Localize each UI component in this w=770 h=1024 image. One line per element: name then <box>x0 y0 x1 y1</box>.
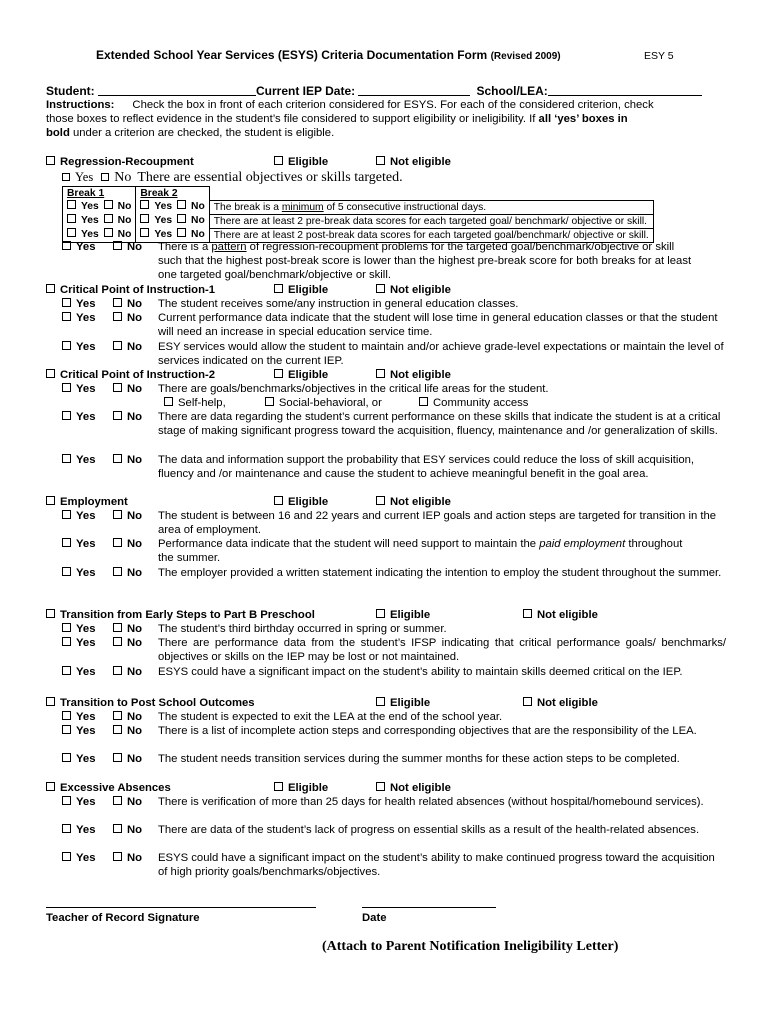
cpi1-eligible-checkbox[interactable] <box>274 284 283 293</box>
cpi1-3-no-checkbox[interactable] <box>113 341 122 350</box>
revised-note: (Revised 2009) <box>490 51 561 62</box>
date-label: Date <box>362 912 387 924</box>
essential-objectives-row <box>62 170 403 185</box>
break1-row1-yes-checkbox[interactable] <box>67 200 76 209</box>
early-steps-item-1-text: The student’s third birthday occurred in spring or summer. <box>158 623 447 635</box>
essential-objectives-text: There are essential objectives or skills targeted. <box>137 170 403 185</box>
break2-row3-yes-checkbox[interactable] <box>140 228 149 237</box>
school-field[interactable] <box>548 95 702 96</box>
cpi2-item-3-text: The data and information support the probability that ESY services could reduce the loss of skill acquisition, fluency and /or maintenance and cause the student to achieve meaningful benefit in the goal area. <box>158 454 695 480</box>
cpi1-3-yes-checkbox[interactable] <box>62 341 71 350</box>
instructions <box>46 98 716 140</box>
cpi1-item-1-text: The student receives some/any instruction in general education classes. <box>158 298 519 310</box>
post-school-checkbox[interactable] <box>46 697 55 706</box>
break1-row2-yes-checkbox[interactable] <box>67 214 76 223</box>
community-access-checkbox[interactable] <box>419 397 428 406</box>
absences-item-1-text: There is verification of more than 25 days for health related absences (without hospital/homebound services). <box>158 796 704 808</box>
cpi2-item-2-text: There are data regarding the student’s current performance on these skills that indicate the student is at a critical stage of making significant progress toward the acquisition, fluency, maintenance and /or generalization of skills. <box>158 411 721 437</box>
break1-row2-no-checkbox[interactable] <box>104 214 113 223</box>
break2-row2-yes-checkbox[interactable] <box>140 214 149 223</box>
absences-item-2-text: There are data of the student’s lack of progress on essential skills as a result of the health-related absences. <box>158 824 700 836</box>
break-row: Yes No Yes No The break is a minimum of 5 consecutive instructional days. <box>63 200 654 214</box>
post-school-2-yes-checkbox[interactable] <box>62 725 71 734</box>
essential-no-checkbox[interactable] <box>101 173 109 181</box>
post-school-1-no-checkbox[interactable] <box>113 711 122 720</box>
signature-label: Teacher of Record Signature <box>46 912 200 924</box>
pattern-yes-checkbox[interactable] <box>62 241 71 250</box>
break-row3-text: There are at least 2 post-break data scores for each targeted goal/benchmark/ objective or skill. <box>209 228 653 242</box>
employment-1-no-checkbox[interactable] <box>113 510 122 519</box>
break-row1-tail: of 5 consecutive instructional days. <box>323 201 487 213</box>
cpi2-item-1-text: There are goals/benchmarks/objectives in the critical life areas for the student. <box>158 383 549 395</box>
early-steps-1-yes-checkbox[interactable] <box>62 623 71 632</box>
cpi1-2-yes-checkbox[interactable] <box>62 312 71 321</box>
yes-label: Yes <box>75 170 94 184</box>
post-school-3-no-checkbox[interactable] <box>113 753 122 762</box>
post-school-2-no-checkbox[interactable] <box>113 725 122 734</box>
early-steps-item-2-text: There are performance data from the student’s IFSP indicating that critical performance goals/ benchmarks/ objectives or skills on the IEP may be lost or not maintained. <box>158 637 726 663</box>
cpi2-3-no-checkbox[interactable] <box>113 454 122 463</box>
employment-1-yes-checkbox[interactable] <box>62 510 71 519</box>
break2-header: Break 2 <box>136 187 209 201</box>
early-steps-1-no-checkbox[interactable] <box>113 623 122 632</box>
student-field[interactable] <box>98 95 256 96</box>
form-code: ESY 5 <box>644 50 674 62</box>
regression-not-eligible-checkbox[interactable] <box>376 156 385 165</box>
no-label: No <box>114 170 132 185</box>
absences-3-no-checkbox[interactable] <box>113 852 122 861</box>
minimum-word: minimum <box>281 201 324 213</box>
early-steps-checkbox[interactable] <box>46 609 55 618</box>
instructions-line3: under a criterion are checked, the student is eligible. <box>69 127 335 139</box>
eligible-label: Eligible <box>288 156 329 168</box>
early-steps-2-no-checkbox[interactable] <box>113 637 122 646</box>
paid-employment-text: paid employment <box>539 538 626 550</box>
instructions-line3-bold: bold <box>46 127 70 139</box>
absences-2-no-checkbox[interactable] <box>113 824 122 833</box>
employment-item-1-text: The student is between 16 and 22 years and current IEP goals and action steps are targeted for transition in the area of employment. <box>158 510 717 536</box>
break1-row3-yes-checkbox[interactable] <box>67 228 76 237</box>
not-eligible-label: Not eligible <box>390 156 451 168</box>
cpi2-title: Critical Point of Instruction-2 <box>60 369 216 381</box>
pattern-text: There is a pattern of regression-recoupment problems for the targeted goal/benchmark/objective or skill such that the highest post-break score is lower than the highest pre-break score for both breaks for at least one targeted goal/benchmark/objective or skill. <box>158 241 692 281</box>
post-school-item-3-text: The student needs transition services during the summer months for these action steps to be completed. <box>158 753 680 765</box>
employment-item-2-text: Performance data indicate that the student will need support to maintain the paid employment throughout the summer. <box>158 538 683 564</box>
school-label: School/LEA: <box>476 84 548 98</box>
absences-checkbox[interactable] <box>46 782 55 791</box>
student-label: Student: <box>46 84 98 98</box>
employment-checkbox[interactable] <box>46 496 55 505</box>
cpi2-1-no-checkbox[interactable] <box>113 383 122 392</box>
post-school-title: Transition to Post School Outcomes <box>60 697 255 709</box>
social-behavioral-checkbox[interactable] <box>265 397 274 406</box>
cpi1-1-yes-checkbox[interactable] <box>62 298 71 307</box>
cpi2-2-yes-checkbox[interactable] <box>62 411 71 420</box>
regression-checkbox[interactable] <box>46 156 55 165</box>
cpi2-not-eligible-checkbox[interactable] <box>376 369 385 378</box>
instructions-line2-bold: all ‘yes’ boxes in <box>538 113 628 125</box>
cpi2-3-yes-checkbox[interactable] <box>62 454 71 463</box>
break2-row2-no-checkbox[interactable] <box>177 214 186 223</box>
early-steps-not-eligible-checkbox[interactable] <box>523 609 532 618</box>
cpi1-1-no-checkbox[interactable] <box>113 298 122 307</box>
instructions-line2: those boxes to reflect evidence in the student’s file considered to support eligibility or ineligibility. If <box>46 113 539 125</box>
iep-date-field[interactable] <box>358 95 470 96</box>
community-access-label: Community access <box>433 397 529 409</box>
instructions-line1: Check the box in front of each criterion considered for ESYS. For each of the considered criterion, check <box>132 99 654 111</box>
break1-row1-no-checkbox[interactable] <box>104 200 113 209</box>
break-row2-text: There are at least 2 pre-break data scores for each targeted goal/ benchmark/ objective or skill. <box>209 214 653 228</box>
social-behavioral-label: Social-behavioral, or <box>278 397 382 409</box>
break-row: Yes No Yes No There are at least 2 pre-break data scores for each targeted goal/ benchmark/ objective or skill. <box>63 214 654 228</box>
employment-3-yes-checkbox[interactable] <box>62 567 71 576</box>
self-help-checkbox[interactable] <box>164 397 173 406</box>
absences-1-yes-checkbox[interactable] <box>62 796 71 805</box>
absences-2-yes-checkbox[interactable] <box>62 824 71 833</box>
early-steps-eligible-checkbox[interactable] <box>376 609 385 618</box>
break1-row3-no-checkbox[interactable] <box>104 228 113 237</box>
employment-2-yes-checkbox[interactable] <box>62 538 71 547</box>
cpi1-item-3-text: ESY services would allow the student to maintain and/or achieve grade-level expectations or maintain the level of services indicated on the current IEP. <box>158 341 724 367</box>
post-school-eligible-checkbox[interactable] <box>376 697 385 706</box>
essential-yes-checkbox[interactable] <box>62 173 70 181</box>
break1-header: Break 1 <box>63 187 136 201</box>
form-title-text: Extended School Year Services (ESYS) Criteria Documentation Form <box>96 48 488 62</box>
signature-line[interactable] <box>46 907 316 908</box>
cpi1-checkbox[interactable] <box>46 284 55 293</box>
form-title <box>96 48 561 64</box>
attach-note: (Attach to Parent Notification Ineligibility Letter) <box>322 939 619 954</box>
employment-2-no-checkbox[interactable] <box>113 538 122 547</box>
employment-eligible-checkbox[interactable] <box>274 496 283 505</box>
pattern-no-checkbox[interactable] <box>113 241 122 250</box>
absences-title: Excessive Absences <box>60 782 171 794</box>
cpi2-eligible-checkbox[interactable] <box>274 369 283 378</box>
cpi1-item-2-text: Current performance data indicate that the student will lose time in general education classes or that the student will need an increase in special education service time. <box>158 312 718 338</box>
regression-eligible-checkbox[interactable] <box>274 156 283 165</box>
early-steps-2-yes-checkbox[interactable] <box>62 637 71 646</box>
break2-row1-yes-checkbox[interactable] <box>140 200 149 209</box>
early-steps-title: Transition from Early Steps to Part B Preschool <box>60 609 315 621</box>
self-help-label: Self-help, <box>178 397 226 409</box>
post-school-3-yes-checkbox[interactable] <box>62 753 71 762</box>
post-school-item-1-text: The student is expected to exit the LEA at the end of the school year. <box>158 711 503 723</box>
regression-title: Regression-Recoupment <box>60 156 194 168</box>
break2-row3-no-checkbox[interactable] <box>177 228 186 237</box>
iep-date-label: Current IEP Date: <box>256 84 359 98</box>
break-table <box>62 186 654 243</box>
early-steps-3-yes-checkbox[interactable] <box>62 666 71 675</box>
post-school-not-eligible-checkbox[interactable] <box>523 697 532 706</box>
absences-1-no-checkbox[interactable] <box>113 796 122 805</box>
employment-not-eligible-checkbox[interactable] <box>376 496 385 505</box>
absences-eligible-checkbox[interactable] <box>274 782 283 791</box>
pattern-word: pattern <box>211 241 247 253</box>
employment-title: Employment <box>60 496 128 508</box>
absences-not-eligible-checkbox[interactable] <box>376 782 385 791</box>
break-row1-text: The break is a <box>213 201 282 213</box>
break-row: Yes No Yes No There are at least 2 post-break data scores for each targeted goal/benchmark/ objective or skill. <box>63 228 654 242</box>
cpi2-2-no-checkbox[interactable] <box>113 411 122 420</box>
post-school-item-2-text: There is a list of incomplete action steps and corresponding objectives that are the responsibility of the LEA. <box>158 725 697 737</box>
absences-3-yes-checkbox[interactable] <box>62 852 71 861</box>
employment-item-3-text: The employer provided a written statement indicating the intention to employ the student throughout the summer. <box>158 567 722 579</box>
early-steps-item-3-text: ESYS could have a significant impact on the student’s ability to maintain skills deemed critical on the IEP. <box>158 666 683 678</box>
critical-life-areas <box>164 396 528 410</box>
date-line[interactable] <box>362 907 496 908</box>
break2-row1-no-checkbox[interactable] <box>177 200 186 209</box>
cpi2-checkbox[interactable] <box>46 369 55 378</box>
absences-item-3-text: ESYS could have a significant impact on the student’s ability to make continued progress toward the acquisition of high priority goals/benchmarks/objectives. <box>158 852 715 878</box>
cpi2-1-yes-checkbox[interactable] <box>62 383 71 392</box>
post-school-1-yes-checkbox[interactable] <box>62 711 71 720</box>
instructions-label: Instructions: <box>46 99 115 111</box>
early-steps-3-no-checkbox[interactable] <box>113 666 122 675</box>
cpi1-2-no-checkbox[interactable] <box>113 312 122 321</box>
student-info-line <box>46 84 702 98</box>
employment-3-no-checkbox[interactable] <box>113 567 122 576</box>
cpi1-title: Critical Point of Instruction-1 <box>60 284 216 296</box>
cpi1-not-eligible-checkbox[interactable] <box>376 284 385 293</box>
